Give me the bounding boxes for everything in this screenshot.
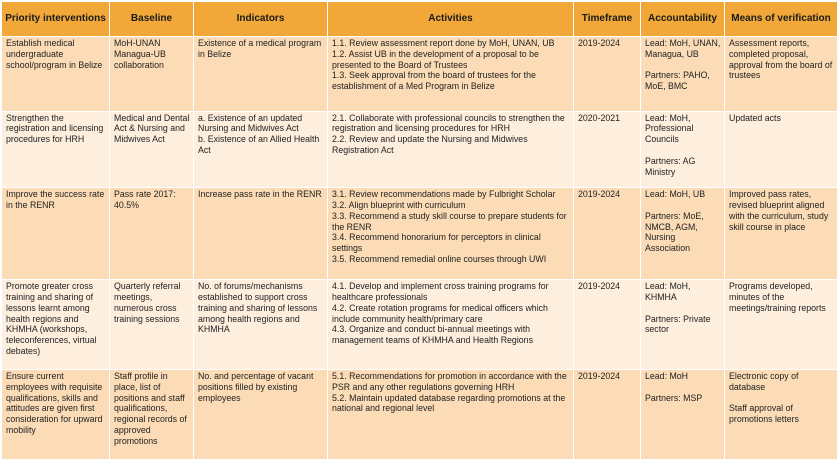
activities-cell <box>328 37 574 112</box>
timeframe-cell: 2019-2024 <box>574 37 641 112</box>
priority-cell: Promote greater cross training and sharing of lessons learnt among health regions and KHMHA (workshops, teleconferences, virtual debates) <box>2 280 110 370</box>
verification-text: Updated acts <box>729 112 781 123</box>
table-row <box>2 188 838 280</box>
baseline-cell: Medical and Dental Act & Nursing and Midwives Act <box>110 111 194 188</box>
indicator-text: b. Existence of an Allied Health Act <box>198 134 320 155</box>
baseline-cell: MoH-UNAN Managua-UB collaboration <box>110 37 194 112</box>
activities-cell <box>328 370 574 460</box>
verification-text: Electronic copy of database <box>729 371 799 392</box>
activities-cell <box>328 188 574 280</box>
accountability-partners: Partners: AG Ministry <box>645 155 696 177</box>
indicator-text: No. and percentage of vacant positions filled by existing employees <box>198 371 314 403</box>
indicator-text: a. Existence of an updated Nursing and Midwives Act <box>198 112 303 134</box>
indicator-text: Increase pass rate in the RENR <box>198 189 322 200</box>
priority-cell: Ensure current employees with requisite qualifications, skills and attitudes are given first consideration for upward mobility <box>2 370 110 460</box>
accountability-cell <box>641 280 725 370</box>
accountability-lead: Lead: MoH, KHMHA <box>645 281 691 302</box>
verification-cell <box>725 370 838 460</box>
header-priority: Priority interventions <box>2 2 110 37</box>
verification-text: Programs developed, minutes of the meetings/training reports <box>729 281 826 313</box>
timeframe-cell: 2019-2024 <box>574 370 641 460</box>
verification-cell <box>725 37 838 112</box>
header-accountability: Accountability <box>641 2 725 37</box>
activity-item: 2.1. Collaborate with professional councils to strengthen the registration and licensing procedures for HRH <box>332 112 565 134</box>
activity-item: 4.1. Develop and implement cross training programs for healthcare professionals <box>332 281 549 302</box>
activities-cell <box>328 111 574 188</box>
header-activities: Activities <box>328 2 574 37</box>
activity-item: 3.3. Recommend a study skill course to prepare students for the RENR <box>332 210 567 232</box>
priority-cell: Establish medical undergraduate school/program in Belize <box>2 37 110 112</box>
accountability-partners: Partners: MSP <box>645 392 703 403</box>
indicators-cell <box>194 370 328 460</box>
accountability-lead: Lead: MoH <box>645 371 689 382</box>
priority-cell: Strengthen the registration and licensing procedures for HRH <box>2 111 110 188</box>
timeframe-cell: 2020-2021 <box>574 111 641 188</box>
accountability-partners: Partners: PAHO, MoE, BMC <box>645 70 710 92</box>
indicators-cell <box>194 188 328 280</box>
accountability-partners: Partners: Private sector <box>645 313 711 335</box>
header-row <box>2 2 838 37</box>
activity-item: 3.4. Recommend honorarium for perceptors in clinical settings <box>332 232 541 254</box>
baseline-cell: Quarterly referral meetings, numerous cross training sessions <box>110 280 194 370</box>
table-row <box>2 280 838 370</box>
verification-text: Staff approval of promotions letters <box>729 403 799 425</box>
baseline-cell: Pass rate 2017: 40.5% <box>110 188 194 280</box>
activity-item: 1.2. Assist UB in the development of a proposal to be presented to the Board of Trustees <box>332 48 539 70</box>
activity-item: 5.2. Maintain updated database regarding promotions at the national and regional level <box>332 392 566 414</box>
indicators-cell <box>194 37 328 112</box>
activity-item: 3.2. Align blueprint with curriculum <box>332 200 466 210</box>
indicators-cell <box>194 111 328 188</box>
accountability-partners: Partners: MoE, NMCB, AGM, Nursing Association <box>645 210 704 254</box>
header-verification: Means of verification <box>725 2 838 37</box>
accountability-cell <box>641 370 725 460</box>
accountability-cell <box>641 188 725 280</box>
activity-item: 4.3. Organize and conduct bi-annual meetings with management teams of KHMHA and Health Regions <box>332 324 533 346</box>
activity-item: 1.1. Review assessment report done by MoH, UNAN, UB <box>332 38 555 48</box>
activity-item: 3.1. Review recommendations made by Fulbright Scholar <box>332 189 556 200</box>
indicator-text: No. of forums/mechanisms established to support cross training and sharing of lessons among health regions and KHMHA <box>198 281 318 335</box>
table-row <box>2 370 838 460</box>
timeframe-cell: 2019-2024 <box>574 188 641 280</box>
accountability-lead: Lead: MoH, Professional Councils <box>645 112 694 145</box>
accountability-cell <box>641 111 725 188</box>
accountability-cell <box>641 37 725 112</box>
baseline-cell: Staff profile in place, list of positions and staff qualifications, regional records of approved promotions <box>110 370 194 460</box>
activities-cell <box>328 280 574 370</box>
activity-item: 5.1. Recommendations for promotion in accordance with the PSR and any other regulations governing HRH <box>332 371 567 392</box>
accountability-lead: Lead: MoH, UB <box>645 189 706 200</box>
indicator-text: Existence of a medical program in Belize <box>198 38 322 59</box>
activity-item: 3.5. Recommend remedial online courses through UWI <box>332 253 547 264</box>
verification-cell <box>725 188 838 280</box>
verification-text: Improved pass rates, revised blueprint aligned with the curriculum, study skill course in place <box>729 189 829 232</box>
priority-cell: Improve the success rate in the RENR <box>2 188 110 280</box>
verification-text: Assessment reports, completed proposal, approval from the board of trustees <box>729 38 833 81</box>
header-baseline: Baseline <box>110 2 194 37</box>
verification-cell <box>725 111 838 188</box>
indicators-cell <box>194 280 328 370</box>
header-timeframe: Timeframe <box>574 2 641 37</box>
table-row <box>2 111 838 188</box>
interventions-table <box>1 1 838 460</box>
activity-item: 2.2. Review and update the Nursing and Midwives Registration Act <box>332 134 528 155</box>
header-indicators: Indicators <box>194 2 328 37</box>
activity-item: 1.3. Seek approval from the board of trustees for the establishment of a Med Program in Belize <box>332 70 536 92</box>
activity-item: 4.2. Create rotation programs for medical officers which include community health/primary care <box>332 302 548 324</box>
accountability-lead: Lead: MoH, UNAN, Managua, UB <box>645 38 721 59</box>
table-row <box>2 37 838 112</box>
timeframe-cell: 2019-2024 <box>574 280 641 370</box>
verification-cell <box>725 280 838 370</box>
